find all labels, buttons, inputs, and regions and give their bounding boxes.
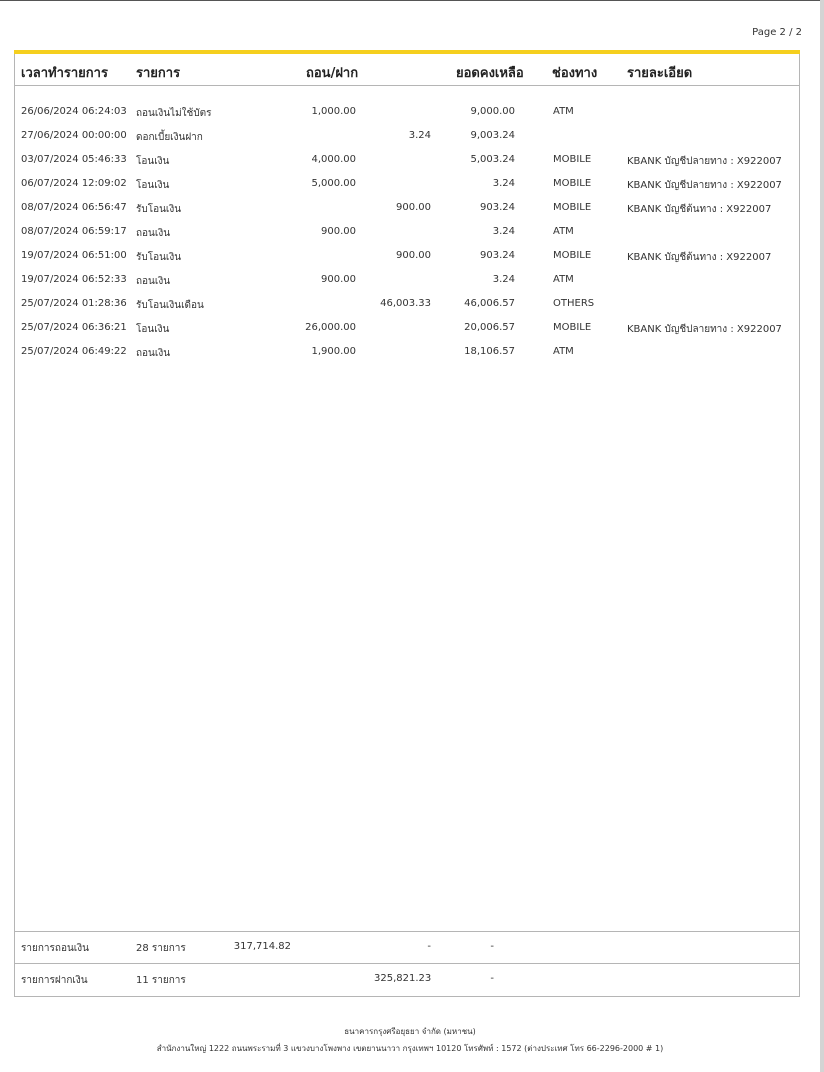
bank-name: ธนาคารกรุงศรีอยุธยา จำกัด (มหาชน) bbox=[344, 1027, 476, 1036]
summary-row-deposit bbox=[14, 963, 800, 995]
cell-withdraw: 900.00 bbox=[321, 274, 356, 285]
cell-deposit: 46,003.33 bbox=[380, 298, 431, 309]
cell-time: 26/06/2024 06:24:03 bbox=[21, 106, 127, 117]
cell-time: 03/07/2024 05:46:33 bbox=[21, 154, 127, 165]
cell-item: ถอนเงิน bbox=[136, 228, 171, 239]
cell-balance: 5,003.24 bbox=[470, 154, 515, 165]
cell-item: ถอนเงิน bbox=[136, 276, 171, 287]
cell-time: 06/07/2024 12:09:02 bbox=[21, 178, 127, 189]
cell-balance: 3.24 bbox=[492, 178, 515, 189]
header-channel: ช่องทาง bbox=[552, 66, 598, 81]
cell-detail: KBANK บัญชีปลายทาง : X922007 bbox=[627, 156, 782, 167]
cell-channel: MOBILE bbox=[553, 178, 592, 189]
summary-balance: - bbox=[490, 941, 494, 952]
summary-label: รายการฝากเงิน bbox=[21, 975, 88, 986]
cell-time: 25/07/2024 06:36:21 bbox=[21, 322, 127, 333]
cell-time: 27/06/2024 00:00:00 bbox=[21, 130, 127, 141]
table-row bbox=[0, 106, 800, 130]
cell-deposit: 3.24 bbox=[408, 130, 431, 141]
cell-channel: ATM bbox=[553, 346, 574, 357]
table-row bbox=[0, 130, 800, 154]
summary-count: 11 รายการ bbox=[136, 975, 186, 986]
bank-address: สำนักงานใหญ่ 1222 ถนนพระรามที่ 3 แขวงบางโพงพาง เขตยานนาวา กรุงเทพฯ 10120 โทรศัพท์ : 1572 (ต่างประเทศ โทร 66-2296-2000 # 1) bbox=[156, 1044, 664, 1053]
cell-channel: MOBILE bbox=[553, 154, 592, 165]
cell-item: โอนเงิน bbox=[136, 324, 170, 335]
cell-time: 08/07/2024 06:56:47 bbox=[21, 202, 127, 213]
header-time: เวลาทำรายการ bbox=[21, 66, 108, 81]
cell-withdraw: 5,000.00 bbox=[311, 178, 356, 189]
page-number: Page 2 / 2 bbox=[752, 27, 802, 38]
cell-channel: OTHERS bbox=[553, 298, 595, 309]
cell-deposit: 900.00 bbox=[396, 202, 431, 213]
cell-balance: 46,006.57 bbox=[464, 298, 515, 309]
header-balance: ยอดคงเหลือ bbox=[456, 66, 524, 81]
cell-time: 19/07/2024 06:51:00 bbox=[21, 250, 127, 261]
table-row bbox=[0, 346, 800, 370]
cell-channel: MOBILE bbox=[553, 322, 592, 333]
table-row bbox=[0, 202, 800, 226]
cell-channel: ATM bbox=[553, 226, 574, 237]
cell-detail: KBANK บัญชีปลายทาง : X922007 bbox=[627, 180, 782, 191]
cell-time: 08/07/2024 06:59:17 bbox=[21, 226, 127, 237]
cell-withdraw: 1,000.00 bbox=[311, 106, 356, 117]
cell-balance: 3.24 bbox=[492, 274, 515, 285]
cell-item: โอนเงิน bbox=[136, 180, 170, 191]
table-row bbox=[0, 250, 800, 274]
cell-time: 25/07/2024 01:28:36 bbox=[21, 298, 127, 309]
cell-item: ถอนเงินไม่ใช้บัตร bbox=[136, 108, 212, 119]
cell-balance: 903.24 bbox=[480, 202, 515, 213]
table-row bbox=[0, 178, 800, 202]
cell-item: รับโอนเงิน bbox=[136, 204, 182, 215]
cell-balance: 20,006.57 bbox=[464, 322, 515, 333]
cell-withdraw: 1,900.00 bbox=[311, 346, 356, 357]
summary-withdraw: 317,714.82 bbox=[233, 941, 291, 952]
summary-deposit: - bbox=[427, 941, 431, 952]
header-amount: ถอน/ฝาก bbox=[306, 66, 359, 81]
table-row bbox=[0, 322, 800, 346]
header-detail: รายละเอียด bbox=[627, 66, 693, 81]
table-row bbox=[0, 154, 800, 178]
cell-channel: MOBILE bbox=[553, 202, 592, 213]
cell-withdraw: 4,000.00 bbox=[311, 154, 356, 165]
summary-row-withdraw bbox=[14, 931, 800, 963]
cell-balance: 3.24 bbox=[492, 226, 515, 237]
cell-channel: ATM bbox=[553, 106, 574, 117]
table-row bbox=[0, 226, 800, 250]
cell-balance: 9,003.24 bbox=[470, 130, 515, 141]
table-row bbox=[0, 274, 800, 298]
cell-item: ดอกเบี้ยเงินฝาก bbox=[136, 132, 203, 143]
cell-balance: 9,000.00 bbox=[470, 106, 515, 117]
page-edge-shadow bbox=[820, 0, 824, 1072]
cell-time: 25/07/2024 06:49:22 bbox=[21, 346, 127, 357]
cell-item: โอนเงิน bbox=[136, 156, 170, 167]
cell-detail: KBANK บัญชีต้นทาง : X922007 bbox=[627, 204, 772, 215]
cell-withdraw: 26,000.00 bbox=[305, 322, 356, 333]
summary-balance: - bbox=[490, 973, 494, 984]
cell-channel: MOBILE bbox=[553, 250, 592, 261]
summary-count: 28 รายการ bbox=[136, 943, 186, 954]
header-item: รายการ bbox=[136, 66, 181, 81]
cell-balance: 18,106.57 bbox=[464, 346, 515, 357]
cell-balance: 903.24 bbox=[480, 250, 515, 261]
cell-item: ถอนเงิน bbox=[136, 348, 171, 359]
cell-channel: ATM bbox=[553, 274, 574, 285]
summary-label: รายการถอนเงิน bbox=[21, 943, 89, 954]
cell-item: รับโอนเงิน bbox=[136, 252, 182, 263]
table-row bbox=[0, 298, 800, 322]
cell-deposit: 900.00 bbox=[396, 250, 431, 261]
cell-detail: KBANK บัญชีต้นทาง : X922007 bbox=[627, 252, 772, 263]
table-header bbox=[14, 54, 800, 86]
cell-withdraw: 900.00 bbox=[321, 226, 356, 237]
cell-detail: KBANK บัญชีปลายทาง : X922007 bbox=[627, 324, 782, 335]
cell-item: รับโอนเงินเดือน bbox=[136, 300, 204, 311]
cell-time: 19/07/2024 06:52:33 bbox=[21, 274, 127, 285]
summary-deposit: 325,821.23 bbox=[374, 973, 432, 984]
